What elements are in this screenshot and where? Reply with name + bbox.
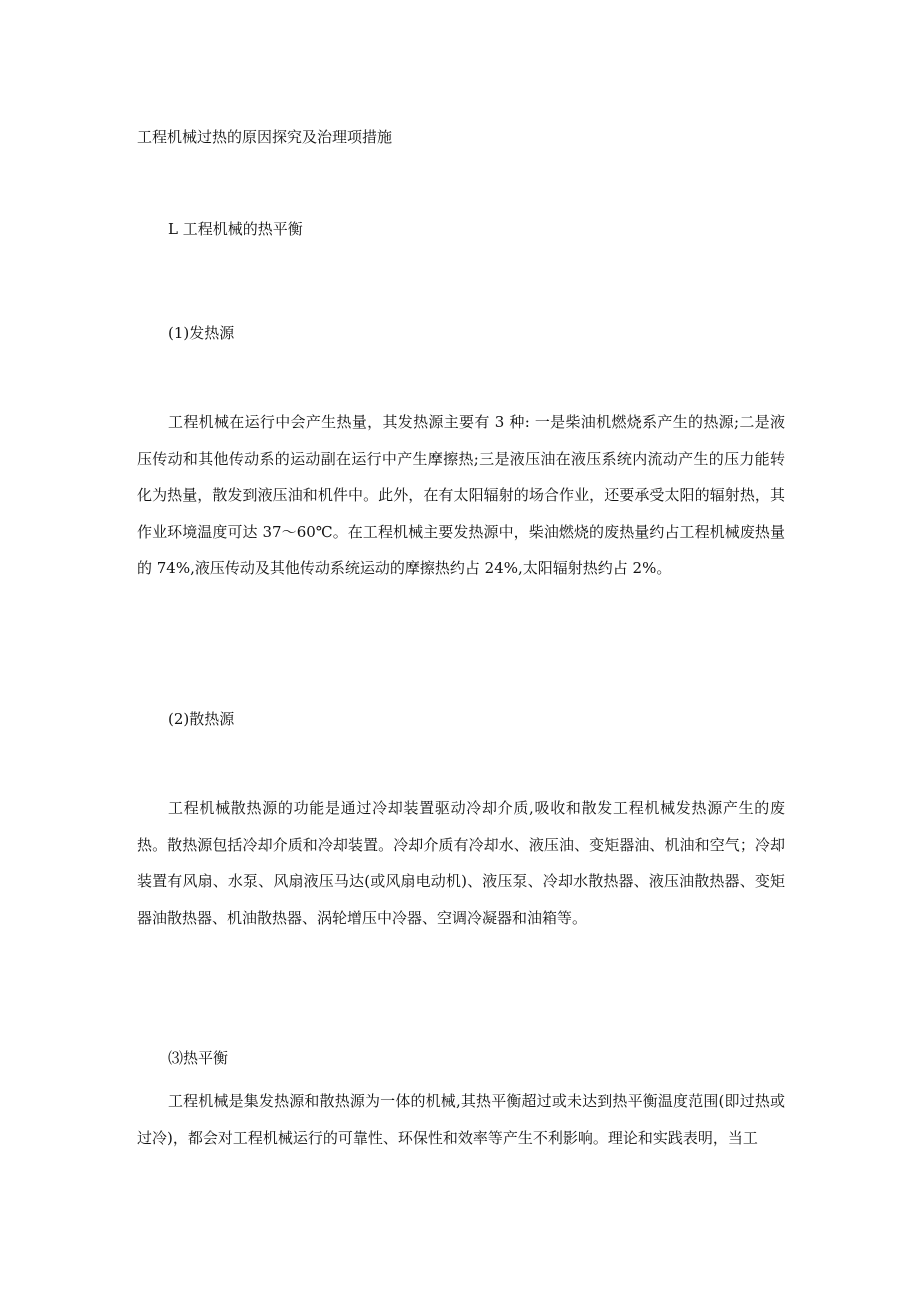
section-heading-heat-balance: L 工程机械的热平衡 (168, 220, 303, 238)
paragraph-thermal-balance: 工程机械是集发热源和散热源为一体的机械,其热平衡超过或未达到热平衡温度范围(即过热或过冷)，都会对工程机械运行的可靠性、环保性和效率等产生不利影响。理论和实践表明，当工 (137, 1092, 785, 1147)
paragraph-heat-dissipation: 工程机械散热源的功能是通过冷却装置驱动冷却介质,吸收和散发工程机械发热源产生的废热。散热源包括冷却介质和冷却装置。冷却介质有冷却水、液压油、变矩器油、机油和空气；冷却装置有风扇、水泵、风扇液压马达(或风扇电动机)、液压泵、冷却水散热器、液压油散热器、变矩器油散热器、机油散热器、涡轮增压中冷器、空调冷凝器和油箱等。 (137, 799, 785, 927)
document-title: 工程机械过热的原因探究及治理项措施 (137, 128, 393, 146)
subsection-heading-thermal-balance: ⑶热平衡 (168, 1049, 229, 1067)
subsection-heading-heat-dissipation: (2)散热源 (168, 710, 235, 728)
paragraph-heat-sources: 工程机械在运行中会产生热量，其发热源主要有 3 种: 一是柴油机燃烧系产生的热源;二是液压传动和其他传动系的运动副在运行中产生摩擦热;三是液压油在液压系统内流动产生的压力能转化为热量，散发到液压油和机件中。此外，在有太阳辐射的场合作业，还要承受太阳的辐射热，其作业环境温度可达 37～60℃。在工程机械主要发热源中，柴油燃烧的废热量约占工程机械废热量的 74%,液压传动及其他传动系统运动的摩擦热约占 24%,太阳辐射热约占 2%。 (137, 413, 785, 577)
subsection-heading-heat-sources: (1)发热源 (168, 324, 235, 342)
